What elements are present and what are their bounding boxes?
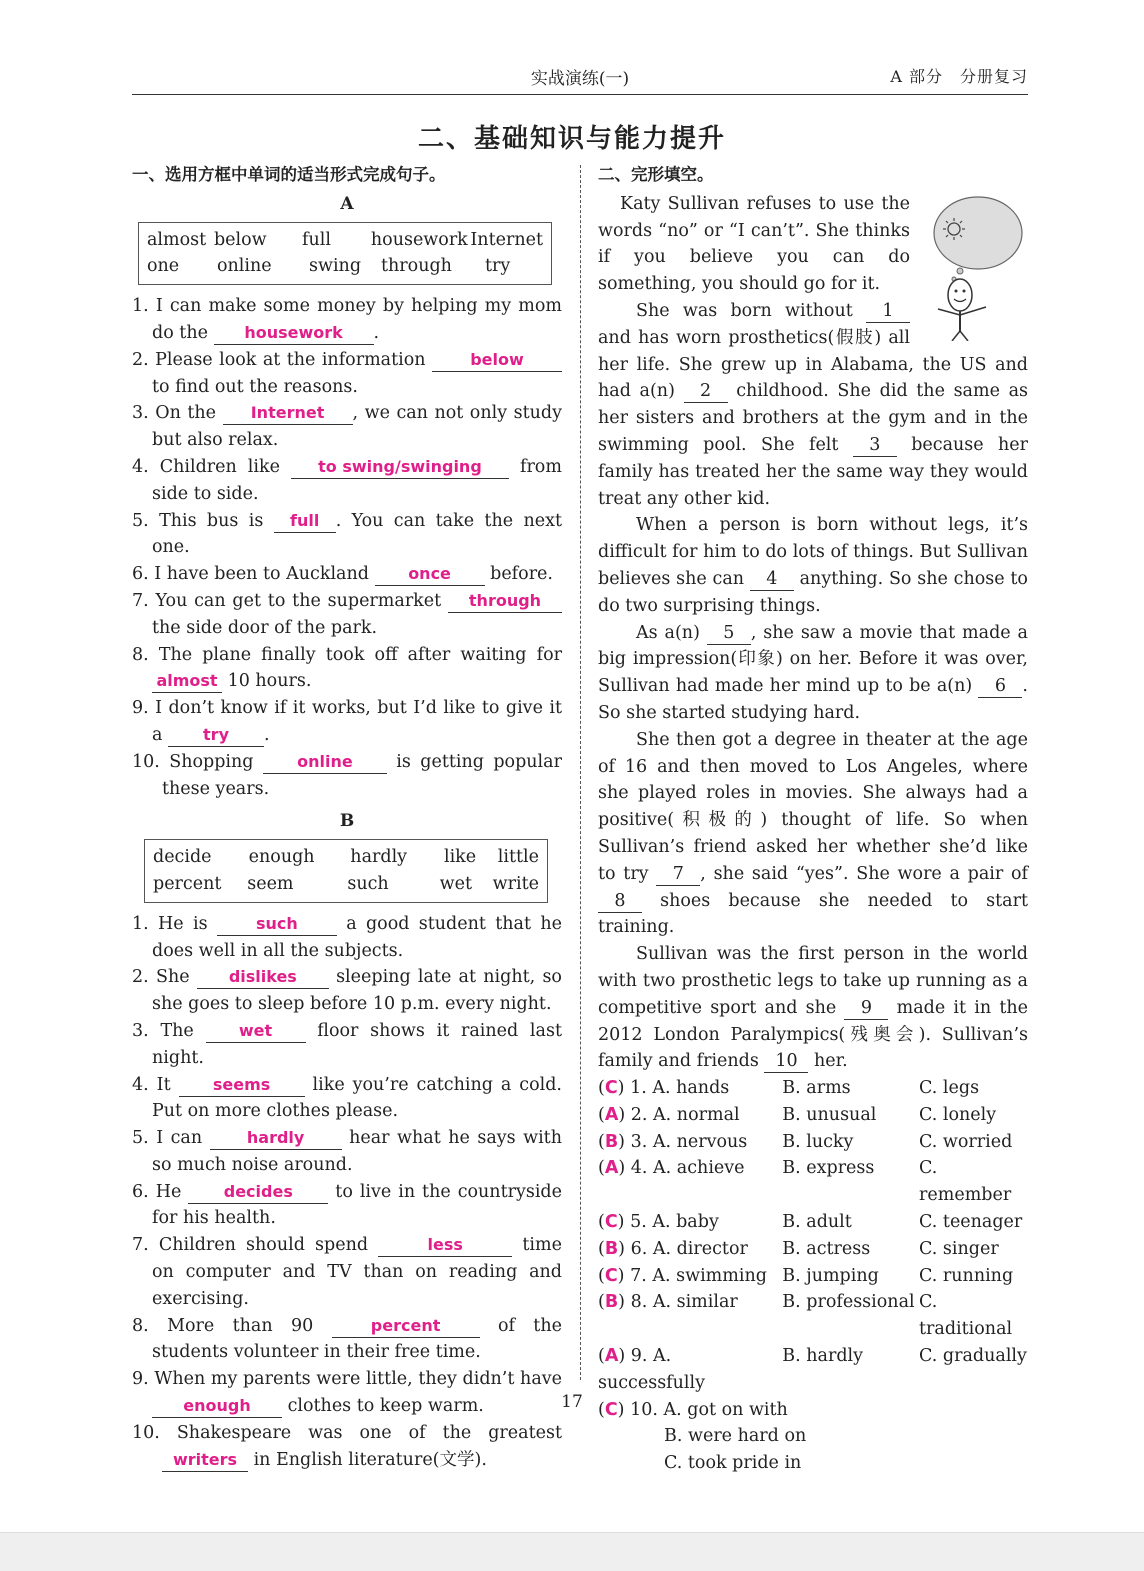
cloze-blank[interactable]: 1 xyxy=(866,300,910,323)
word: write xyxy=(492,873,539,894)
choice-answer: C xyxy=(604,1399,618,1420)
choice-answer: C xyxy=(604,1212,618,1233)
page-number: 17 xyxy=(561,1392,583,1412)
answer-blank[interactable]: housework xyxy=(214,322,374,345)
word: decide xyxy=(153,847,212,868)
word: try xyxy=(485,256,511,277)
answer-blank[interactable]: hardly xyxy=(210,1127,342,1150)
word: below xyxy=(213,229,267,250)
choice-row-9: (A) 9. A. successfully B. hardly C. gradually xyxy=(598,1346,1027,1393)
question-a6: 6. I have been to Auckland once before. xyxy=(132,564,553,585)
cloze-blank[interactable]: 9 xyxy=(844,997,888,1020)
question-b8: 8. More than 90 percent of the students volunteer in their free time. xyxy=(132,1315,562,1363)
question-a3: 3. On the Internet , we can not only study but also relax. xyxy=(132,403,562,451)
choice-answer: C xyxy=(604,1078,618,1099)
question-a8: 8. The plane finally took off after waiting for almost 10 hours. xyxy=(132,644,562,692)
choice-row-4: (A) 4. A. achieve B. express C. remember xyxy=(598,1158,1012,1206)
header-section: A 部分 分册复习 xyxy=(890,67,1028,86)
page-header xyxy=(132,62,1028,95)
section1-title: 一、选用方框中单词的适当形式完成句子。 xyxy=(132,165,446,184)
cloze-blank[interactable]: 2 xyxy=(684,380,728,403)
cloze-blank[interactable]: 10 xyxy=(764,1050,808,1073)
answer-blank[interactable]: Internet xyxy=(223,402,353,425)
partA-label: A xyxy=(340,193,354,214)
cloze-blank[interactable]: 7 xyxy=(656,863,700,886)
choice-row-2: (A) 2. A. normal B. unusual C. lonely xyxy=(598,1104,997,1125)
cloze-blank[interactable]: 5 xyxy=(707,622,751,645)
question-a10: 10. Shopping online is getting popular these years. xyxy=(132,751,562,799)
choice-answer: B xyxy=(604,1292,619,1313)
question-b1: 1. He is such a good student that he does well in all the subjects. xyxy=(132,913,562,961)
word: hardly xyxy=(350,847,408,868)
page-title: 二、基础知识与能力提升 xyxy=(417,124,726,154)
answer-blank[interactable]: enough xyxy=(152,1395,282,1418)
passage-paragraph-3: When a person is born without legs, it’s difficult for him to do lots of things. But Sullivan believes she can 4 anything. So she chose to do two surprising things. xyxy=(598,515,1028,616)
choice-row-10: (C) 10. A. got on with xyxy=(598,1399,788,1420)
answer-blank[interactable]: through xyxy=(448,590,562,613)
answer-blank[interactable]: less xyxy=(378,1234,512,1257)
question-a7: 7. You can get to the supermarket through the side door of the park. xyxy=(132,588,562,642)
question-a4: 4. Children like to swing/swinging from side to side. xyxy=(132,456,562,504)
question-b4: 4. It seems like you’re catching a cold. Put on more clothes please. xyxy=(132,1074,562,1122)
answer-blank[interactable]: writers xyxy=(162,1449,248,1472)
passage-paragraph-1: Katy Sullivan refuses to use the words “no” or “I can’t”. She thinks if you believe you can do something, you should go for it. xyxy=(598,193,910,295)
word: swing xyxy=(309,256,362,277)
word: online xyxy=(217,256,272,277)
question-a2: 2. Please look at the information below to find out the reasons. xyxy=(132,347,562,401)
choice-answer: A xyxy=(604,1158,619,1179)
word: housework xyxy=(370,229,468,250)
choice-row-1: (C) 1. A. hands B. arms C. legs xyxy=(598,1078,980,1099)
word: Internet xyxy=(470,229,543,250)
question-b9: 9. When my parents were little, they didn’t have enough clothes to keep warm. xyxy=(132,1369,562,1417)
question-b6: 6. He decides to live in the countryside for his health. xyxy=(132,1181,562,1229)
question-a5: 5. This bus is full . You can take the next one. xyxy=(132,510,562,558)
section2-title: 二、完形填空。 xyxy=(598,165,714,184)
word: full xyxy=(302,229,331,250)
word: through xyxy=(381,256,452,277)
word: enough xyxy=(248,847,315,868)
word: such xyxy=(347,873,389,894)
word-box-row xyxy=(153,844,539,871)
answer-blank[interactable]: almost xyxy=(152,670,222,693)
choice-10-option-c: C. took pride in xyxy=(664,1453,802,1474)
answer-blank[interactable]: dislikes xyxy=(197,966,329,989)
answer-blank[interactable]: online xyxy=(263,751,387,774)
column-divider xyxy=(580,165,581,1380)
word: like xyxy=(443,847,477,868)
word-box-a xyxy=(138,222,552,286)
word: little xyxy=(497,847,539,868)
question-b2: 2. She dislikes sleeping late at night, so she goes to sleep before 10 p.m. every night. xyxy=(132,967,562,1015)
word-box-row xyxy=(147,253,543,280)
question-a9: 9. I don’t know if it works, but I’d like to give it a try . xyxy=(132,698,562,745)
cloze-blank[interactable]: 6 xyxy=(978,675,1022,698)
answer-blank[interactable]: below xyxy=(432,349,562,372)
cloze-blank[interactable]: 8 xyxy=(598,890,642,913)
word: one xyxy=(147,256,180,277)
passage-paragraph-2: She was born without 1 and has worn prosthetics(假肢) all her life. She grew up in Alabama, the US and had a(n) 2 childhood. She did the same as her sisters and brothers at the gym and in the swimming pool. She felt 3 because her family has treated her the same way they would treat any other kid. xyxy=(598,300,1028,509)
cloze-blank[interactable]: 3 xyxy=(853,434,897,457)
question-b5: 5. I can hardly hear what he says with so much noise around. xyxy=(132,1128,562,1175)
question-b7: 7. Children should spend less time on computer and TV than on reading and exercising. xyxy=(132,1235,562,1309)
word-box-row xyxy=(153,871,539,898)
question-b3: 3. The wet floor shows it rained last night. xyxy=(132,1020,562,1068)
choice-answer: A xyxy=(604,1104,619,1125)
answer-blank[interactable]: to swing/swinging xyxy=(291,456,509,479)
passage-paragraph-6: Sullivan was the first person in the world with two prosthetic legs to take up running as a competitive sport and she 9 made it in the 2012 London Paralympics(残奥会). Sullivan’s family and friends 10 her. xyxy=(598,944,1028,1072)
choice-answer: A xyxy=(604,1346,619,1367)
choice-row-5: (C) 5. A. baby B. adult C. teenager xyxy=(598,1212,1023,1233)
answer-blank[interactable]: try xyxy=(168,724,264,747)
word-box-b xyxy=(144,839,548,903)
answer-blank[interactable]: seems xyxy=(179,1074,305,1097)
left-column xyxy=(132,162,562,1473)
answer-blank[interactable]: full xyxy=(274,510,336,533)
passage-paragraph-5: She then got a degree in theater at the age of 16 and then moved to Los Angeles, where she played roles in movies. She always had a positive(积极的) thought of life. So when Sullivan’s friend asked her whether she’d like to try 7 , she said “yes”. She wore a pair of 8 shoes because she needed to start training. xyxy=(598,729,1028,938)
bottom-bar xyxy=(0,1532,1144,1571)
word: percent xyxy=(153,873,222,894)
word: almost xyxy=(147,229,207,250)
answer-blank[interactable]: decides xyxy=(188,1181,328,1204)
choice-row-8: (B) 8. A. similar B. professional C. traditional xyxy=(598,1292,1013,1340)
choice-row-7: (C) 7. A. swimming B. jumping C. running xyxy=(598,1265,1014,1286)
choice-row-6: (B) 6. A. director B. actress C. singer xyxy=(598,1238,999,1259)
right-column xyxy=(598,162,1028,1477)
word-box-row xyxy=(147,227,543,254)
choice-answer: B xyxy=(604,1131,619,1152)
choice-answer: B xyxy=(604,1238,619,1259)
question-a1: 1. I can make some money by helping my mom do the housework . xyxy=(132,296,562,343)
thinking-person-illustration xyxy=(920,191,1028,341)
answer-blank[interactable]: once xyxy=(375,563,485,586)
choice-answer: C xyxy=(604,1265,618,1286)
answer-blank[interactable]: such xyxy=(217,913,337,936)
question-b10: 10. Shakespeare was one of the greatest writers in English literature(文学). xyxy=(132,1422,562,1470)
choice-row-3: (B) 3. A. nervous B. lucky C. worried xyxy=(598,1131,1013,1152)
word: seem xyxy=(247,873,294,894)
cloze-blank[interactable]: 4 xyxy=(750,568,794,591)
answer-blank[interactable]: wet xyxy=(206,1020,306,1043)
choice-10-option-b: B. were hard on xyxy=(664,1426,807,1447)
partB-label: B xyxy=(339,811,355,832)
passage-paragraph-4: As a(n) 5 , she saw a movie that made a big impression(印象) on her. Before it was over, Sullivan had made her mind up to be a(n) 6 . So she started studying hard. xyxy=(598,622,1028,723)
word: wet xyxy=(439,873,473,894)
answer-blank[interactable]: percent xyxy=(332,1315,480,1338)
header-title: 实战演练(一) xyxy=(530,69,630,89)
